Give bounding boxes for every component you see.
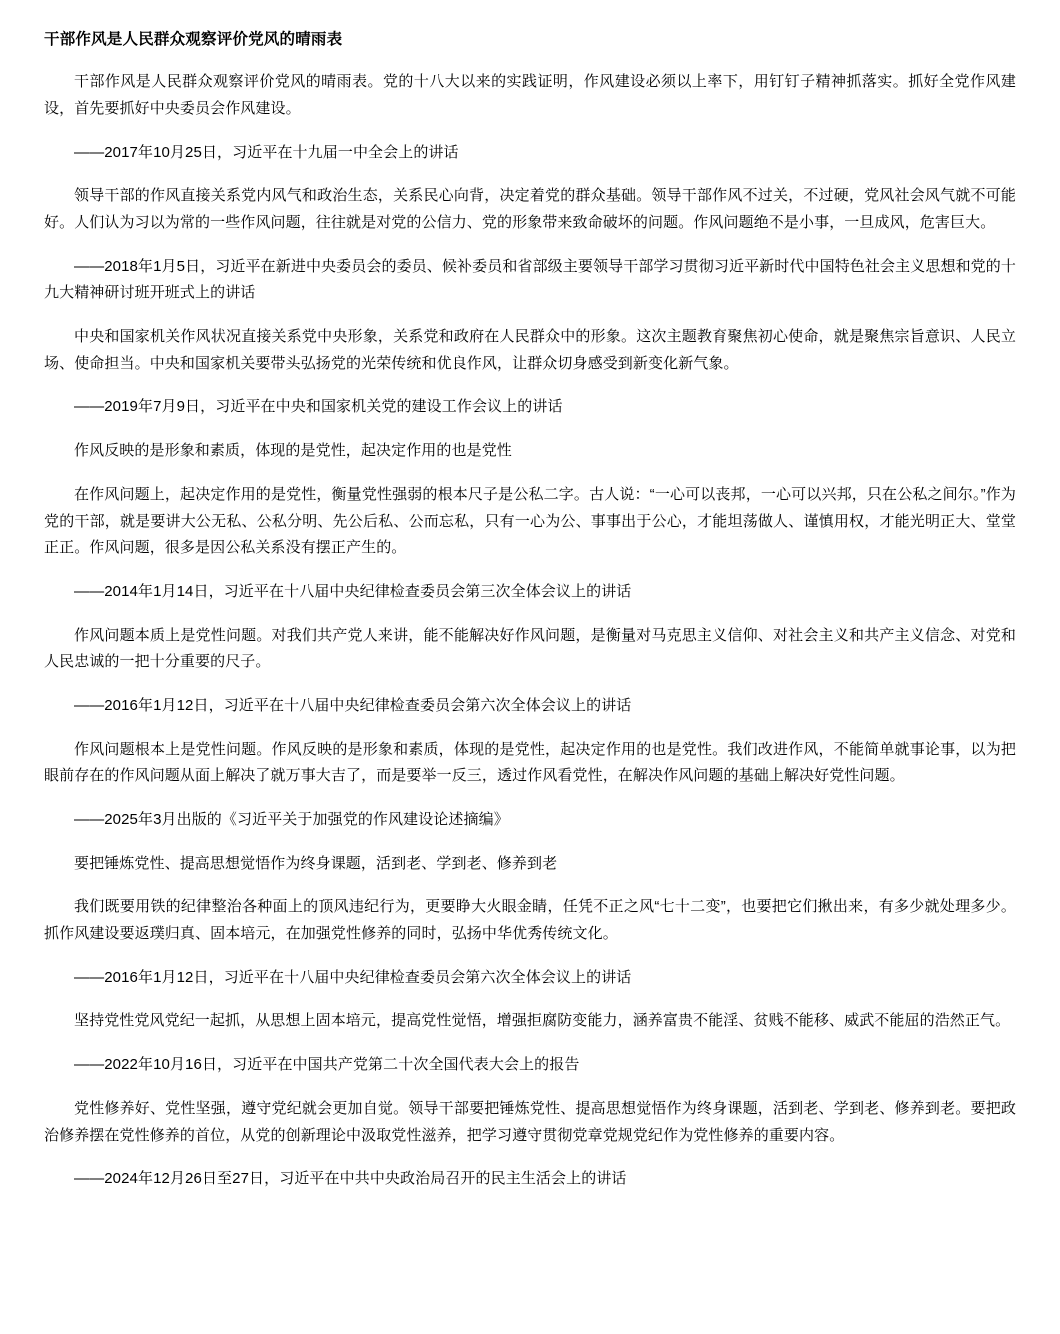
paragraph-source: ——2016年1月12日，习近平在十八届中央纪律检查委员会第六次全体会议上的讲话 (74, 968, 632, 986)
paragraph-subheading: 要把锤炼党性、提高思想觉悟作为终身课题，活到老、学到老、修养到老 (74, 854, 558, 872)
paragraph-source: ——2016年1月12日，习近平在十八届中央纪律检查委员会第六次全体会议上的讲话 (74, 696, 632, 714)
paragraph-body: 干部作风是人民群众观察评价党风的晴雨表。党的十八大以来的实践证明，作风建设必须以上率下，用钉钉子精神抓落实。抓好全党作风建设，首先要抓好中央委员会作风建设。 (44, 73, 1016, 117)
paragraph-source: ——2019年7月9日，习近平在中央和国家机关党的建设工作会议上的讲话 (74, 398, 563, 416)
paragraph-body: 中央和国家机关作风状况直接关系党中央形象，关系党和政府在人民群众中的形象。这次主题教育聚焦初心使命，就是聚焦宗旨意识、人民立场、使命担当。中央和国家机关要带头弘扬党的光荣传统和优良作风，让群众切身感受到新变化新气象。 (44, 328, 1016, 372)
paragraph-source: ——2014年1月14日，习近平在十八届中央纪律检查委员会第三次全体会议上的讲话 (74, 582, 632, 600)
document-title: 干部作风是人民群众观察评价党风的晴雨表 (44, 31, 343, 48)
paragraph-body: 作风问题根本上是党性问题。作风反映的是形象和素质，体现的是党性，起决定作用的也是党性。我们改进作风，不能简单就事论事，以为把眼前存在的作风问题从面上解决了就万事大吉了，而是要举一反三，透过作风看党性，在解决作风问题的基础上解决好党性问题。 (44, 740, 1016, 785)
paragraph-body: 党性修养好、党性坚强，遵守党纪就会更加自觉。领导干部要把锤炼党性、提高思想觉悟作为终身课题，活到老、学到老、修养到老。要把政治修养摆在党性修养的首位，从党的创新理论中汲取党性滋养，把学习遵守贯彻党章党规党纪作为党性修养的重要内容。 (44, 1099, 1016, 1144)
paragraph-source: ——2018年1月5日，习近平在新进中央委员会的委员、候补委员和省部级主要领导干部学习贯彻习近平新时代中国特色社会主义思想和党的十九大精神研讨班开班式上的讲话 (44, 257, 1016, 302)
paragraph-subheading: 作风反映的是形象和素质，体现的是党性，起决定作用的也是党性 (74, 442, 512, 460)
paragraph-source: ——2022年10月16日，习近平在中国共产党第二十次全国代表大会上的报告 (74, 1056, 580, 1074)
paragraph-body: 我们既要用铁的纪律整治各种面上的顶风违纪行为，更要睁大火眼金睛，任凭不正之风“七十二变”，也要把它们揪出来，有多少就处理多少。抓作风建设要返璞归真、固本培元，在加强党性修养的同时，弘扬中华优秀传统文化。 (44, 898, 1016, 943)
paragraph-body: 坚持党性党风党纪一起抓，从思想上固本培元，提高党性觉悟，增强拒腐防变能力，涵养富贵不能淫、贫贱不能移、威武不能屈的浩然正气。 (74, 1012, 1011, 1030)
paragraph-source: ——2024年12月26日至27日，习近平在中共中央政治局召开的民主生活会上的讲话 (74, 1170, 627, 1188)
paragraph-body: 在作风问题上，起决定作用的是党性，衡量党性强弱的根本尺子是公私二字。古人说：“一心可以丧邦，一心可以兴邦，只在公私之间尔。”作为党的干部，就是要讲大公无私、公私分明、先公后私、公而忘私，只有一心为公、事事出于公心，才能坦荡做人、谨慎用权，才能光明正大、堂堂正正。作风问题，很多是因公私关系没有摆正产生的。 (44, 485, 1016, 557)
paragraph-source: ——2017年10月25日，习近平在十九届一中全会上的讲话 (74, 143, 459, 161)
paragraph-body: 作风问题本质上是党性问题。对我们共产党人来讲，能不能解决好作风问题，是衡量对马克思主义信仰、对社会主义和共产主义信念、对党和人民忠诚的一把十分重要的尺子。 (44, 626, 1016, 671)
paragraph-body: 领导干部的作风直接关系党内风气和政治生态，关系民心向背，决定着党的群众基础。领导干部作风不过关，不过硬，党风社会风气就不可能好。人们认为习以为常的一些作风问题，往往就是对党的公信力、党的形象带来致命破坏的问题。作风问题绝不是小事，一旦成风，危害巨大。 (44, 187, 1016, 231)
paragraph-source: ——2025年3月出版的《习近平关于加强党的作风建设论述摘编》 (74, 811, 509, 828)
